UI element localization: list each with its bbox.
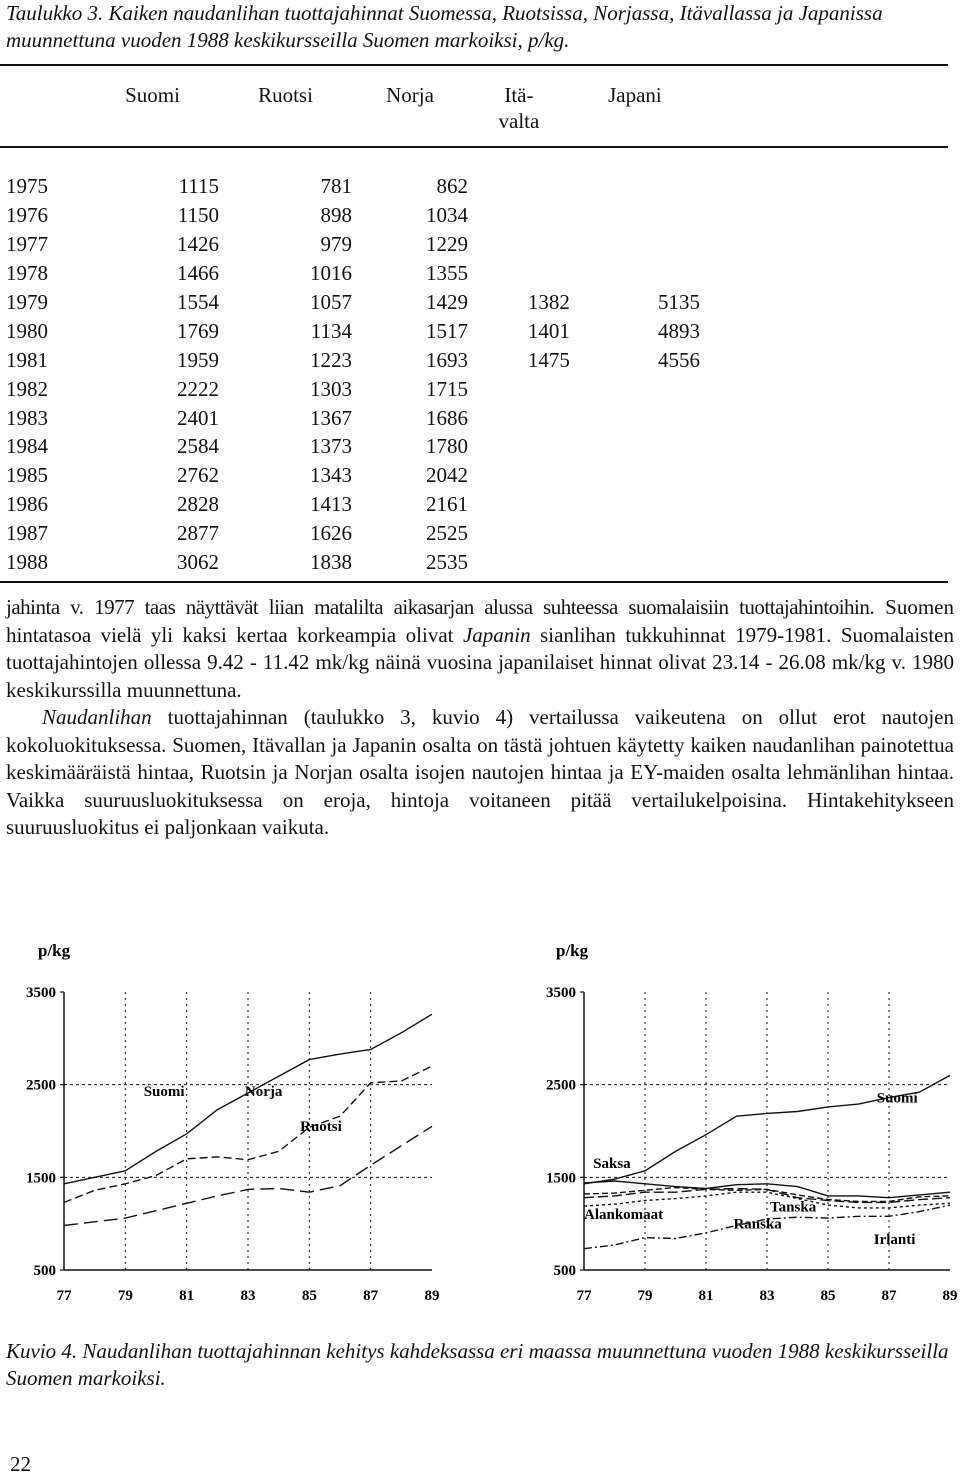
table-cell: 3062	[177, 550, 220, 575]
table-cell: 1980	[6, 318, 48, 343]
table-cell: 1429	[426, 290, 468, 314]
x-tick-label: 87	[881, 1288, 897, 1304]
x-tick-label: 83	[240, 1288, 256, 1304]
table-cell: 1984	[6, 434, 48, 459]
table-cell	[468, 461, 570, 490]
chart-left	[0, 930, 470, 1310]
table-row	[0, 519, 700, 548]
series-line-ruotsi	[64, 1126, 432, 1225]
x-tick-label: 77	[56, 1288, 72, 1304]
series-label-suomi: Suomi	[876, 1090, 918, 1107]
y-axis-label: p/kg	[38, 941, 71, 960]
table-cell: 1034	[426, 203, 468, 228]
table-cell	[468, 432, 570, 461]
header-itavalta-line2: valta	[498, 109, 540, 133]
series-line-tanska	[584, 1192, 950, 1208]
table-cell: 1229	[426, 232, 468, 257]
y-tick-label: 3500	[546, 985, 576, 1001]
series-label-norja: Norja	[244, 1083, 283, 1100]
table-cell	[468, 201, 570, 230]
table-cell: 1517	[426, 318, 468, 343]
table-cell: 1303	[310, 376, 353, 401]
table-cell: 4556	[658, 347, 700, 372]
table-row	[0, 230, 700, 259]
x-tick-label: 81	[698, 1288, 714, 1304]
table-cell	[570, 374, 700, 403]
table-cell: 1977	[6, 232, 48, 257]
table-row	[0, 288, 700, 317]
table-cell: 1355	[426, 261, 468, 286]
table-row	[0, 403, 700, 432]
table-cell: 1975	[6, 174, 48, 199]
table-cell: 1986	[6, 492, 48, 517]
table-cell: 979	[320, 232, 353, 257]
table-cell: 2584	[177, 434, 220, 459]
table-cell: 1115	[178, 174, 220, 199]
table-cell	[468, 519, 570, 548]
table-cell	[570, 259, 700, 288]
x-tick-label: 85	[820, 1288, 836, 1304]
table-cell: 1426	[177, 232, 220, 257]
table-cell: 1982	[6, 376, 48, 401]
paragraph-1-text-b: sianlihan tukkuhinnat 1979-1981. Suomalaisten tuottajahintojen ollessa 9.42 - 11.42 mk/kg näinä vuosina japanilaiset hinnat olivat 23.14 - 26.08 mk/kg v. 1980 keskikurssilla muunnettuna.	[6, 622, 954, 702]
table-cell	[570, 403, 700, 432]
y-tick-label: 500	[553, 1263, 576, 1279]
table-cell	[570, 519, 700, 548]
table-cell: 1554	[177, 290, 220, 314]
y-axis-label: p/kg	[556, 941, 589, 960]
header-itavalta	[468, 82, 570, 172]
price-table	[0, 82, 700, 576]
table-cell: 2535	[426, 550, 468, 575]
table-cell: 1413	[310, 492, 353, 517]
series-label-ruotsi: Ruotsi	[300, 1119, 342, 1135]
header-suomi: Suomi	[125, 83, 180, 107]
header-ruotsi: Ruotsi	[258, 83, 313, 107]
table-cell: 1466	[177, 261, 220, 286]
table-cell: 2762	[177, 463, 220, 488]
table-cell	[468, 403, 570, 432]
x-tick-label: 89	[424, 1288, 440, 1304]
emphasis-naudanlihan: Naudanlihan	[42, 705, 152, 729]
table-cell: 862	[436, 174, 468, 199]
paragraph-1	[6, 594, 954, 704]
series-label-alankomaat: Alankomaat	[584, 1207, 664, 1224]
header-japani: Japani	[608, 83, 662, 107]
table-cell: 781	[320, 174, 353, 199]
table-cell: 1979	[6, 290, 48, 314]
x-tick-label: 79	[117, 1288, 133, 1304]
y-tick-label: 1500	[546, 1170, 576, 1187]
table-cell: 1988	[6, 550, 48, 575]
table-cell: 1057	[310, 290, 353, 314]
table-row	[0, 432, 700, 461]
table-cell: 2401	[177, 405, 220, 430]
table-cell: 2877	[177, 521, 220, 546]
table-row	[0, 316, 700, 345]
series-label-ranska: Ranska	[733, 1216, 782, 1233]
x-tick-label: 77	[576, 1288, 592, 1304]
x-tick-label: 89	[942, 1288, 958, 1304]
y-tick-label: 1500	[26, 1170, 56, 1187]
paragraph-2-text: tuottajahinnan (taulukko 3, kuvio 4) vertailussa vaikeutena on ollut erot nautojen kokoluokituksessa. Suomen, Itävallan ja Japanin osalta on tästä johtuen käytetty kaiken naudanlihan painotettua keskimääräistä hintaa, Ruotsin ja Norjan osalta isojen nautojen hintaa ja EY-maiden osalta lehmänlihan hintaa. Vaikka suuruusluokituksessa on eroja, hintoja voitaneen pitää vertailukelpoisina. Hintakehitykseen suuruusluokitus ei paljonkaan vaikuta.	[6, 705, 954, 839]
header-itavalta-line1: Itä-	[504, 83, 534, 107]
header-norja: Norja	[386, 83, 434, 107]
table-cell: 1715	[426, 376, 468, 401]
table-caption: Taulukko 3. Kaiken naudanlihan tuottajahinnat Suomessa, Ruotsissa, Norjassa, Itävallassa ja Japanissa muunnettuna vuoden 1988 keskikursseilla Suomen markoiksi, p/kg.	[6, 1, 883, 52]
page-number: 22	[10, 1452, 31, 1476]
table-cell: 898	[320, 203, 353, 228]
table-cell: 1626	[310, 521, 353, 546]
table-cell: 1343	[310, 463, 353, 488]
table-cell	[570, 172, 700, 201]
y-tick-label: 2500	[26, 1077, 56, 1094]
figure-caption: Kuvio 4. Naudanlihan tuottajahinnan kehitys kahdeksassa eri maassa muunnettuna vuoden 1988 keskikursseilla Suomen markoiksi.	[6, 1339, 949, 1390]
table-cell: 1838	[310, 550, 353, 575]
chart-right	[480, 930, 958, 1315]
series-label-irlanti: Irlanti	[873, 1232, 916, 1249]
table-cell: 1987	[6, 521, 48, 546]
header-year	[0, 82, 86, 172]
table-cell: 1475	[527, 347, 570, 372]
table-cell: 1223	[310, 347, 353, 372]
paragraph-1-text-a: Suomen hintatasoa vielä yli kaksi kertaa korkeampia olivat	[6, 595, 955, 647]
table-cell	[570, 490, 700, 519]
table-cell	[468, 374, 570, 403]
table-cell: 1382	[527, 290, 570, 314]
table-cell: 1978	[6, 261, 48, 286]
table-cell: 1769	[177, 318, 220, 343]
x-tick-label: 81	[179, 1288, 195, 1304]
table-cell	[570, 201, 700, 230]
x-tick-label: 83	[759, 1288, 775, 1304]
table-row	[0, 490, 700, 519]
table-cell	[570, 461, 700, 490]
table-cell	[570, 548, 700, 577]
table-cell: 5135	[658, 290, 700, 314]
x-tick-label: 85	[301, 1288, 317, 1304]
table-cell: 1959	[177, 347, 220, 372]
table-cell	[570, 432, 700, 461]
table-row	[0, 259, 700, 288]
y-tick-label: 2500	[546, 1077, 576, 1094]
emphasis-japanin: Japanin	[462, 622, 531, 647]
table-cell: 2161	[426, 492, 468, 517]
table-cell: 1134	[310, 318, 353, 343]
paragraph-1-line-1: jahinta v. 1977 taas näyttävät liian matalilta aikasarjan alussa suhteessa suomalaisiin tuottajahintoihin.	[6, 595, 875, 619]
chart-right-svg	[480, 930, 958, 1315]
table-cell: 1150	[177, 203, 220, 228]
table-cell: 1976	[6, 203, 48, 228]
table-cell: 4893	[658, 318, 700, 343]
table-cell: 2525	[426, 521, 468, 546]
paragraph-2	[6, 704, 954, 842]
table-cell	[468, 230, 570, 259]
table-cell: 1686	[426, 405, 468, 430]
table-cell: 1401	[527, 318, 570, 343]
series-label-saksa: Saksa	[593, 1156, 631, 1173]
table-cell: 1693	[426, 347, 468, 372]
table-cell: 2042	[426, 463, 468, 488]
table-row	[0, 374, 700, 403]
table-row	[0, 345, 700, 374]
x-tick-label: 87	[363, 1288, 379, 1304]
table-cell: 1373	[310, 434, 353, 459]
table-cell	[570, 230, 700, 259]
table-header-rule	[0, 146, 948, 148]
body-text	[6, 594, 954, 842]
table-cell: 1780	[426, 434, 468, 459]
table-cell: 1985	[6, 463, 48, 488]
table-cell	[468, 548, 570, 577]
table-row	[0, 461, 700, 490]
table-cell	[468, 259, 570, 288]
chart-left-svg	[0, 930, 470, 1310]
y-tick-label: 3500	[26, 985, 56, 1001]
table-cell: 1983	[6, 405, 48, 430]
table-cell: 1367	[310, 405, 353, 430]
table-row	[0, 201, 700, 230]
table-cell: 1016	[310, 261, 353, 286]
series-label-tanska: Tanska	[770, 1199, 817, 1216]
table-header-row	[0, 82, 700, 172]
table-top-rule	[0, 64, 948, 66]
table-row	[0, 172, 700, 201]
table-cell	[468, 172, 570, 201]
x-tick-label: 79	[637, 1288, 653, 1304]
series-label-suomi: Suomi	[143, 1083, 185, 1100]
table-row	[0, 548, 700, 577]
table-cell: 1981	[6, 347, 48, 372]
table-body	[0, 172, 700, 576]
table-cell: 2828	[177, 492, 220, 517]
y-tick-label: 500	[33, 1263, 56, 1279]
table-bottom-rule	[0, 581, 948, 583]
table-cell	[468, 490, 570, 519]
table-cell: 2222	[177, 376, 220, 401]
